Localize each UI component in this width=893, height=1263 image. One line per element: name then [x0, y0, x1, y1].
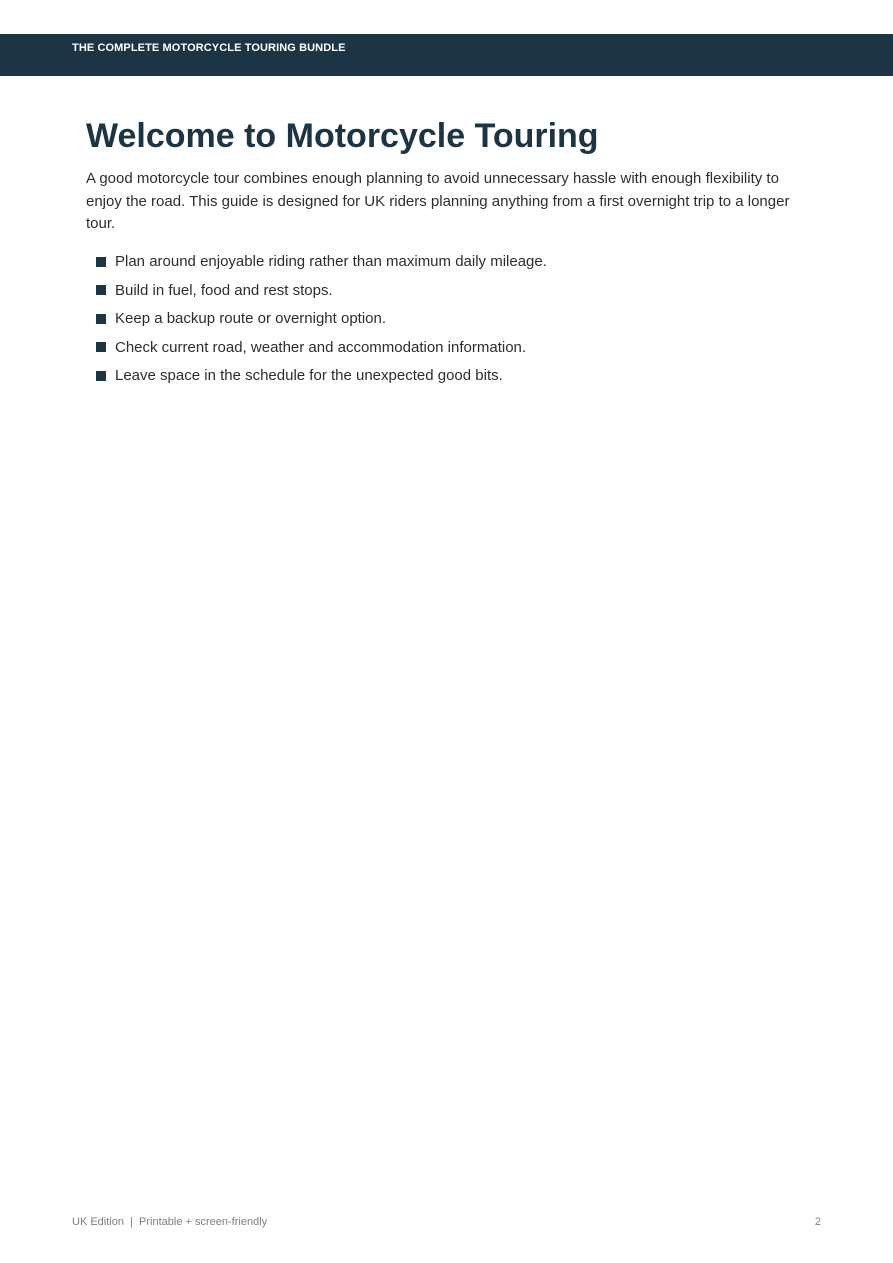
list-item [86, 248, 806, 277]
list-item-text: Keep a backup route or overnight option. [115, 310, 387, 328]
main-content [86, 114, 806, 390]
list-item-text: Leave space in the schedule for the unexpected good bits. [115, 367, 503, 385]
square-bullet-icon [96, 342, 106, 352]
square-bullet-icon [96, 314, 106, 324]
intro-paragraph: A good motorcycle tour combines enough planning to avoid unnecessary hassle with enough flexibility to enjoy the road. This guide is designed for UK riders planning anything from a first overnight trip to a longer tour. [86, 170, 790, 232]
list-item [86, 276, 806, 305]
page-title: Welcome to Motorcycle Touring [86, 117, 599, 155]
list-item-text: Check current road, weather and accommodation information. [115, 338, 527, 356]
page-number: 2 [814, 1216, 821, 1228]
list-item [86, 362, 806, 391]
list-item [86, 305, 806, 334]
list-item [86, 333, 806, 362]
square-bullet-icon [96, 371, 106, 381]
header-title: THE COMPLETE MOTORCYCLE TOURING BUNDLE [72, 42, 346, 54]
square-bullet-icon [96, 257, 106, 267]
tips-list [86, 248, 806, 391]
square-bullet-icon [96, 285, 106, 295]
list-item-text: Plan around enjoyable riding rather than maximum daily mileage. [115, 253, 547, 271]
list-item-text: Build in fuel, food and rest stops. [115, 281, 333, 299]
header-band [0, 34, 893, 76]
footer-edition-note: UK Edition | Printable + screen-friendly [72, 1216, 268, 1228]
